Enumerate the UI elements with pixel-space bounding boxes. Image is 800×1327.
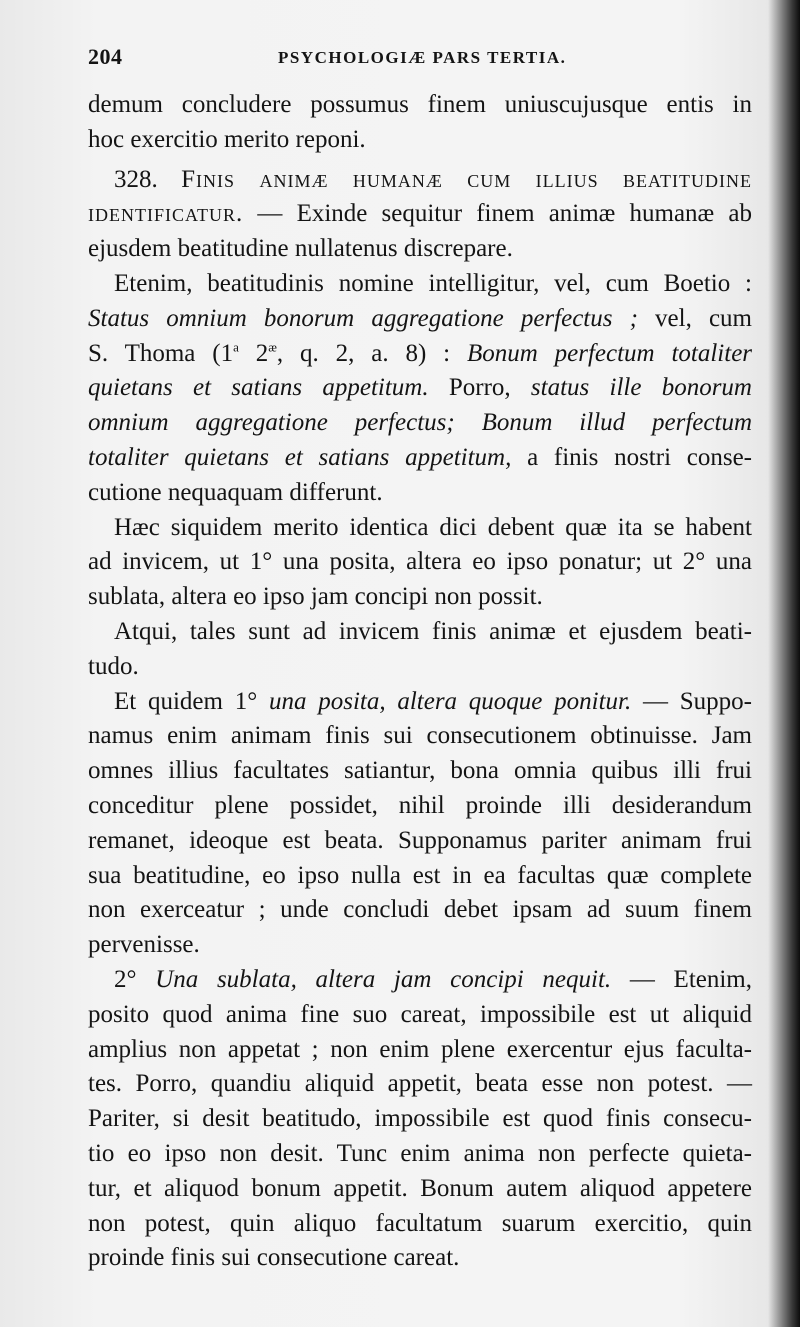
section-heading-line: 328. Finis animæ humanæ cum illius beatitudine — [114, 165, 753, 193]
text-line: Atqui, tales sunt ad invicem finis animæ et ejusdem beati- — [114, 617, 752, 645]
text-line: totaliter quietans et satians appetitum, a finis nostri conse- — [88, 443, 753, 471]
text-line: sua beatitudine, eo ipso nulla est in ea facultas quæ complete — [88, 861, 752, 889]
text-line: amplius non appetat ; non enim plene exercentur ejus faculta- — [88, 1035, 752, 1063]
text-line: non potest, quin aliquo facultatum suarum exercitio, quin — [88, 1209, 752, 1237]
text-line: hoc exercitio merito reponi. — [88, 125, 366, 153]
text-line: Hæc siquidem merito identica dici debent quæ ita se habent — [114, 513, 752, 541]
text-line: tudo. — [88, 652, 139, 680]
text-line: remanet, ideoque est beata. Supponamus pariter animam frui — [88, 826, 752, 854]
text-line: Et quidem 1° una posita, altera quoque ponitur. — Suppo- — [114, 687, 752, 715]
page-number: 204 — [88, 44, 123, 69]
text-line: ad invicem, ut 1° una posita, altera eo ipso ponatur; ut 2° una — [88, 548, 752, 576]
text-line: proinde finis sui consecutione careat. — [88, 1244, 460, 1272]
text-line: tes. Porro, quandiu aliquid appetit, beata esse non potest. — — [88, 1070, 752, 1098]
text-line: conceditur plene possidet, nihil proinde illi desiderandum — [88, 791, 752, 819]
text-line: Etenim, beatitudinis nomine intelligitur, vel, cum Boetio : — [114, 269, 752, 297]
body-text — [88, 88, 752, 1276]
text-line: cutione nequaquam differunt. — [88, 478, 383, 506]
text-line: 2° Una sublata, altera jam concipi nequit. — Etenim, — [114, 965, 753, 993]
text-line: ejusdem beatitudine nullatenus discrepare. — [88, 235, 513, 263]
page-header — [88, 44, 588, 80]
text-line: tio eo ipso non desit. Tunc enim anima non perfecte quieta- — [88, 1139, 752, 1167]
text-line: Status omnium bonorum aggregatione perfectus ; vel, cum — [88, 304, 752, 332]
text-line: S. Thoma (1$^a$ $2^æ$, q. 2, a. 8) : Bonum perfectum totaliter — [88, 339, 753, 367]
text-line: pervenisse. — [88, 931, 200, 959]
text-line: quietans et satians appetitum. Porro, status ille bonorum — [88, 374, 752, 402]
text-line: omnes illius facultates satiantur, bona omnia quibus illi frui — [88, 757, 752, 785]
text-line: namus enim animam finis sui consecutionem obtinuisse. Jam — [88, 722, 752, 750]
running-title: PSYCHOLOGIÆ PARS TERTIA. — [278, 48, 567, 67]
text-line: non exerceatur ; unde concludi debet ipsam ad suum finem — [88, 896, 752, 924]
text-line: posito quod anima fine suo careat, impossibile est ut aliquid — [88, 1000, 752, 1028]
section-heading-line: identificatur. — Exinde sequitur finem animæ humanæ ab — [88, 200, 752, 228]
text-line: demum concludere possumus finem uniuscujusque entis in — [88, 91, 752, 118]
text-line: omnium aggregatione perfectus; Bonum illud perfectum — [88, 409, 752, 437]
text-line: sublata, altera eo ipso jam concipi non possit. — [88, 583, 543, 611]
text-line: Pariter, si desit beatitudo, impossibile est quod finis consecu- — [88, 1105, 752, 1133]
text-line: tur, et aliquod bonum appetit. Bonum autem aliquod appetere — [88, 1174, 752, 1202]
